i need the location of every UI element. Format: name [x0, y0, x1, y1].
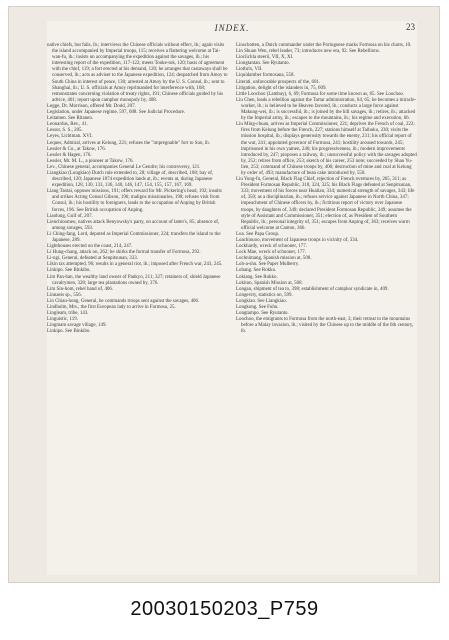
index-entry: Liquidamber formosana, 558.: [236, 73, 295, 79]
index-entry: Longtampo. See Ryutanto.: [236, 311, 289, 317]
index-entry: Lighthouses erected on the coast, 214, 247.: [47, 244, 133, 250]
index-entry: Linnaeis sp., 556.: [47, 292, 82, 298]
index-entry: Loa. See Papa Group.: [236, 231, 280, 237]
index-entry: Lev., Chinese general, accompanies General Le Gendre; his controversy, 121.: [47, 164, 201, 170]
index-entry: Leques, Admiral, arrives at Kelung, 221; refuses the "impregnable" fort to Sun, ib.: [47, 140, 210, 146]
page-number: 23: [406, 22, 415, 32]
index-entry: Likin tax attempted, 96; results in a general riot, ib.; imposed after French war, 243, 245.: [47, 262, 223, 268]
index-entry: Liu Yung-fu, General, Black Flag Chief, rejection of French overtures by, 265, 311; as President Formosan Republic, 318, 324, 325; his Black Flags defeated at Senpitsunan, 333; movement of his forces near Hualian, 334; numerical strength of savages, 343; life of, 350; as a disciplinarian, ib.; refuses service against Japanese in North China, 347; impeachment of Chinese officers by, ib.; fictitious report of victory over Japanese troops, by daughters of, 349; declared President Formosan Republic, 349; assumes the style of Assistant and Commissioner, 351; election of, as President of Southern Republic, ib.; personal integrity of, 351; escapes from Anping of, 363; receives warm official welcome at Canton, 366.: [236, 177, 415, 231]
index-entry: Linkipo. See Binkibo.: [47, 329, 91, 335]
index-columns: [47, 43, 417, 575]
scanned-page-sheet: [8, 6, 440, 583]
index-entry: Loochoo, the emigrants to Formosa from the north-east, 3; their retreat to the mountains before a Malay invasion, ib.; visited by the Chinese up to the middle of the 6th century, ib.: [236, 317, 414, 335]
book-page: [47, 21, 417, 575]
index-entry: Liang Taotai, opposes missions, 191; offers reward for Mr. Pickering's head, 192; insults and strikes Acting Consul Gibson, 196; maligns missionaries, 198; refuses visit from Consul, ib.; his hostility to foreigners, leads to the occupation of Anping by British forces, 196. See British occupation of Anping.: [47, 189, 222, 213]
index-entry: Lindholm, Mrs., the first European lady to arrive in Formosa, 25.: [47, 305, 176, 311]
index-entry: Lochnimang, Spanish mission at, 508.: [236, 256, 312, 262]
index-entry: Lin Shuan Wen, rebel leader, 73; introduces new era, 92. See Rebellions.: [236, 49, 380, 55]
image-caption: 20030150203_P759: [130, 598, 319, 620]
index-entry: Longan, shipment of tea to, 398; establishment of camphor syndicate in, 409.: [236, 286, 389, 292]
index-entry: Liothrix, VII.: [236, 67, 263, 73]
index-entry: Linkipo. See Binkibo.: [47, 268, 91, 274]
index-entry: Lingleam, tribe, 143.: [47, 311, 89, 317]
index-entry: Lokiang. See Rokko.: [236, 274, 278, 280]
index-entry: Lockhardy, wreck of schooner, 177.: [236, 244, 307, 250]
index-entry: Li-ngi, General, defeated at Senpitsunan, 333.: [47, 256, 138, 262]
index-entry: Litigation, delight of the islanders in, 75, 609.: [236, 85, 327, 91]
index-entry: Liu Chen, leads a rebellion against the Tartar administration, 64, 65; he becomes a miracle-worker, ib.; is believed to be Heaven favored, ib.; conducts a large force against Makung-wei, ib.; is successful, ib.; is joined by the hill savages, ib.; retires, ib.; attacked by the Imperial army, ib.; escapes to the mountains, ib.; his regime and execution, 66.: [236, 97, 417, 122]
index-entry: Leyes, Lichtman. XVI.: [47, 134, 93, 140]
index-entry: Li Hung-chang, attack on, 262; he shirks the formal transfer of Formosa, 292.: [47, 250, 201, 256]
index-entry: Leitamen. See Ritanen.: [47, 116, 94, 122]
index-entry: Liaolung, Gulf of, 207.: [47, 213, 93, 219]
index-entry: Linschotten, a Dutch commander under the Portuguese marks Formosa on his charts, 10.: [236, 43, 412, 48]
index-entry: Literati, unfavorable prospects of the, 601.: [236, 79, 321, 85]
index-column-right: [236, 43, 417, 575]
index-entry: native chiefs, but fails, ib.; interviews the Chinese officials without effect, ib.; again visits the island accompanied by Imperial troops, 115; receives a flattering welcome at Tai-wan-fu, ib.; insists on accompanying the expedition against the savages, ib.; his interesting report of the expedition, 117-122; meets Tooke-tok, 120; basis of agreement with the chief, 119; a fort erected at his demand, 120; he arranges that castaways shall be conserved, ib.; acts as adviser to the Japanese expedition, 124; despatched from Amoy to South China in interest of peace, 130; arrested at Amoy by the U. S. Consul, ib.; sent to Shanghai, ib.; U. S. officials at Amoy reprimanded for interference with, 168; remonstrates concerning violation of treaty rights, 191; Chinese officials guided by his advice, 401; report upon camphor monopoly by, 408.: [47, 43, 228, 103]
index-entry: Linguistic, 119.: [47, 317, 78, 323]
index-entry: Liangkiao (Longkiao) Dutch rule extended to, 28; village of, described, 108; bay of, described, 120; Japanese 1874 expedition lands at, ib.; events at, during Japanese expedition, 128, 130, 133, 136, 140, 146, 147, 154, 155, 157, 167, 169.: [47, 170, 214, 189]
index-entry: Lingmam savage village, 149.: [47, 323, 107, 329]
index-entry: Legge, Dr. Morrison, offered Mr. Dodd, 207.: [47, 103, 136, 109]
index-entry: Little Loochoo (Lambay), 6, 69; Formosa for some time known as, 85. See Loochoo.: [236, 91, 405, 97]
index-entry: Lessler & Co., at Takow, 176.: [47, 146, 106, 152]
index-entry: Lock Mae, wreck of schooner, 177.: [236, 250, 307, 256]
index-column-left: [47, 43, 228, 575]
page-title: INDEX.: [214, 23, 250, 33]
index-entry: Lienchioomeo, natives attack Benyowsky's party, on account of latter's, 85; absence of, among savages, 593.: [47, 219, 220, 231]
index-entry: Lessler & Hagen, 176.: [47, 152, 92, 158]
index-entry: Longkiao. See Liangkiao.: [236, 298, 288, 304]
index-entry: Lessor, S. S., 205.: [47, 128, 83, 134]
index-entry: Liociichla steerii, VII, X, XI.: [236, 55, 294, 61]
index-entry: Loachiouoo, movement of Japanese troops in vicinity of, 334.: [236, 238, 359, 243]
index-entry: Legislation, under Japanese regime, 597, 608. See Judicial Procedure.: [47, 110, 186, 116]
index-entry: Lim Sin-hom, rebel band of, 406.: [47, 286, 114, 292]
index-entry: Lohang. See Rokko.: [236, 268, 277, 274]
index-entry: Loh-a-shu. See Paper Mulberry.: [236, 262, 300, 268]
index-entry: Longevity, statistics on, 599.: [236, 292, 293, 298]
index-entry: Leonardus, Rev., 41.: [47, 122, 88, 128]
index-entry: Longkong. See Fuhu.: [236, 305, 279, 311]
index-entry: Liu Ming-chuan, arrives as Imperial Commissioner, 221; deprives the French of coal, 222; fires from Kelung before the French, 227; stations himself at Taihoku, 230; visits the mission hospital, ib.; displays generosity towards the enemy, 231; his official report of the war, 241; appointed governor of Formosa, 241; hostility aroused towards, 245; imprisoned in his own yamen, 246; his progressiveness, ib.; modern improvements introduced by, 247; proposes a railway, ib.; unsuccessful policy with the savages adopted by, 252; retires from office, 253; sketch of his career, 253 note; succeeded by Shao Yu-lien, 253; command of Chinese troops by, 406; destruction of mine and coal at Kelung by order of, 493; manufacture of bean cake introduced by, 550.: [236, 122, 417, 176]
index-entry: Lin Chiau-hong, General, he commands troops sent against the savages, 406.: [47, 298, 200, 304]
index-entry: Liongtantan. See Ryutanto.: [236, 61, 290, 67]
page-header: [47, 21, 417, 35]
index-entry: Lessler, Mr. M. L., a pioneer at Takow, 176.: [47, 158, 134, 164]
index-entry: Lokiton, Spanish Mission at, 508.: [236, 280, 303, 286]
index-entry: Li Ching-fang, Lord, deputed as Imperial Commissioner, 224; transfers the island to the Japanese, 289.: [47, 231, 221, 243]
index-entry: Lim Pan-ban, the wealthy land owner of Pankyo, 211; 327; retainers of, shield Japanese cavalrymen, 328; large tea plantations owned by, 376.: [47, 274, 221, 286]
